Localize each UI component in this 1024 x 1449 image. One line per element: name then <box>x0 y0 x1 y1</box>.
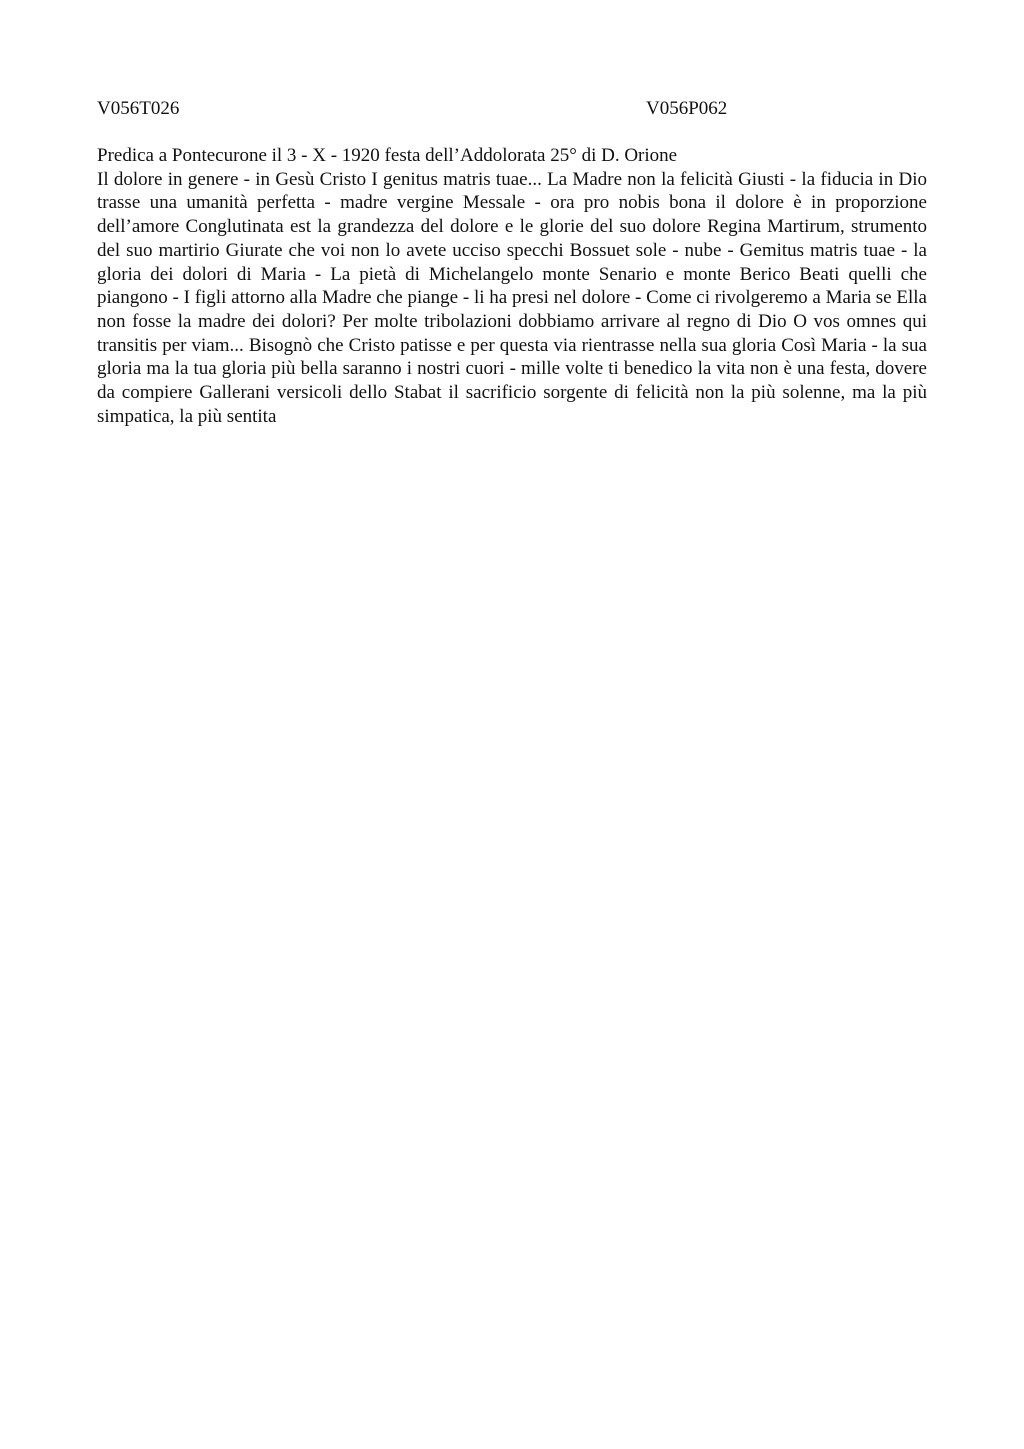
sermon-notes: Il dolore in genere - in Gesù Cristo I genitus matris tuae... La Madre non la felicità Giusti - la fiducia in Dio trasse una umanità perfetta - madre vergine Messale - ora pro nobis bona il dolore è in proporzione dell’amore Conglutinata est la grandezza del dolore e le glorie del suo dolore Regina Martirum, strumento del suo martirio Giurate che voi non lo avete ucciso specchi Bossuet sole - nube - Gemitus matris tuae - la gloria dei dolori di Maria - La pietà di Michelangelo monte Senario e monte Berico Beati quelli che piangono - I figli attorno alla Madre che piange - li ha presi nel dolore - Come ci rivolgeremo a Maria se Ella non fosse la madre dei dolori? Per molte tribolazioni dobbiamo arrivare al regno di Dio O vos omnes qui transitis per viam... Bisognò che Cristo patisse e per questa via rientrasse nella sua gloria Così Maria - la sua gloria ma la tua gloria più bella saranno i nostri cuori - mille volte ti benedico la vita non è una festa, dovere da compiere Gallerani versicoli dello Stabat il sacrificio sorgente di felicità non la più solenne, ma la più simpatica, la più sentita <box>97 168 927 427</box>
sermon-title: Predica a Pontecurone il 3 - X - 1920 festa dell’Addolorata 25° di D. Orione <box>97 145 678 166</box>
document-code-left: V056T026 <box>97 98 180 119</box>
reference-header <box>97 96 927 122</box>
document-code-right: V056P062 <box>646 98 728 119</box>
document-page <box>97 96 927 428</box>
